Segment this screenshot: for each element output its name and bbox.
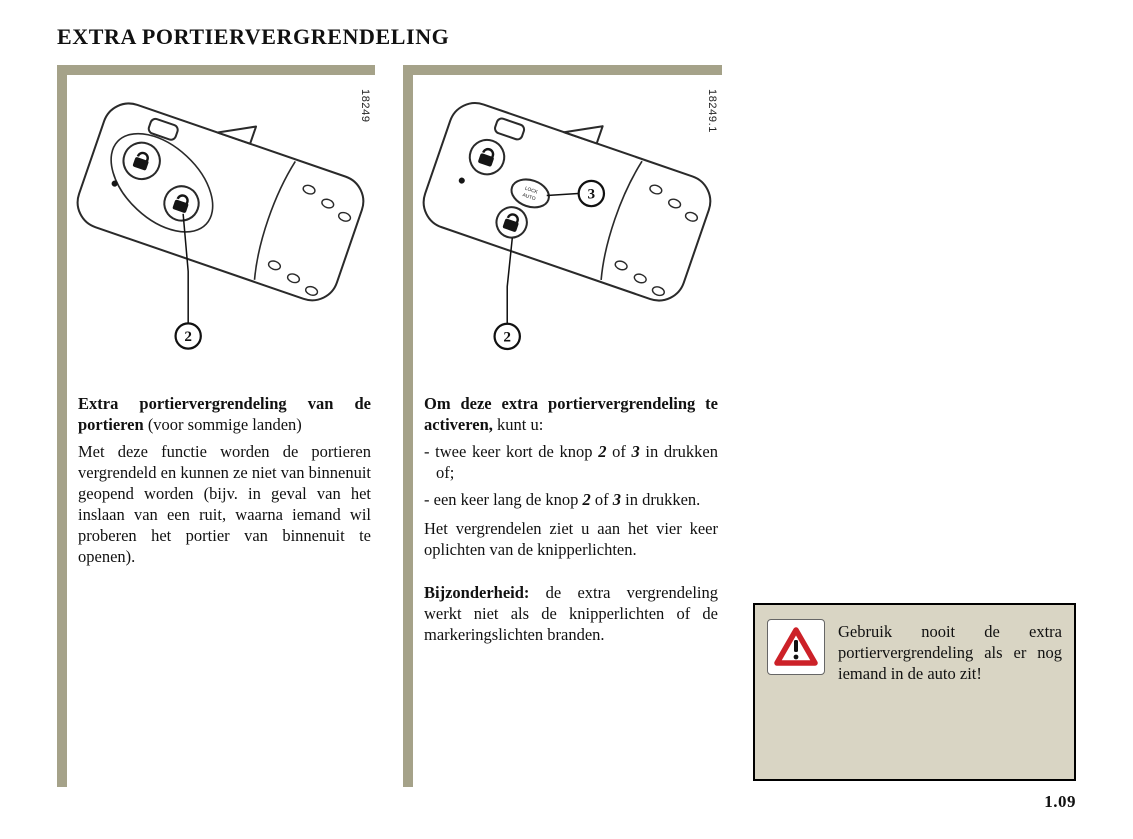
lock-auto-label-top: LOCK — [523, 186, 539, 196]
page-number: 1.09 — [1044, 792, 1076, 811]
column-left — [57, 65, 375, 787]
left-heading: Extra portiervergrendeling van de portieren (voor sommige landen) — [78, 394, 371, 434]
callout-number-2: 2 — [503, 328, 512, 346]
warning-box — [753, 603, 1076, 781]
warning-icon-plate — [767, 619, 825, 675]
figure-reference-number: 18249 — [359, 89, 371, 123]
page-title: EXTRA PORTIERVERGRENDELING — [57, 24, 450, 49]
warning-text: Gebruik nooit de extra portiervergrendeling als er nog iemand in de auto zit! — [838, 622, 1062, 683]
bullet-item: - een keer lang de knop 2 of 3 in drukken. — [424, 490, 701, 509]
column-left-top-rule — [57, 65, 375, 75]
bullet-item: - twee keer kort de knop 2 of 3 in drukken of; — [424, 442, 718, 482]
keycard-body — [71, 79, 375, 307]
figure-keycard-1 — [67, 75, 375, 387]
right-heading: Om deze extra portiervergrendeling te activeren, kunt u: — [424, 394, 718, 434]
column-left-side-rule — [57, 65, 67, 787]
right-note: Bijzonderheid: de extra vergrendeling werkt niet als de knipperlichten of de markeringslichten branden. — [424, 583, 718, 644]
callout-number-2: 2 — [184, 329, 192, 346]
right-column-text — [424, 393, 718, 651]
figure-reference-number: 18249.1 — [706, 89, 718, 133]
figure-keycard-2 — [413, 75, 722, 387]
column-right — [403, 65, 722, 787]
warning-triangle-icon — [774, 627, 818, 667]
keycard-body — [417, 79, 722, 308]
keycard-illustration-1 — [67, 75, 375, 387]
keycard-illustration-2 — [413, 75, 722, 387]
lock-auto-label-bottom: AUTO — [521, 193, 536, 203]
left-column-text — [78, 393, 371, 573]
right-paragraph: Het vergrendelen ziet u aan het vier keer oplichten van de knipperlichten. — [424, 519, 718, 559]
left-body: Met deze functie worden de portieren vergrendeld en kunnen ze niet van binnenuit geopend worden (bijv. in geval van het inslaan van een ruit, waarna iemand wil proberen het portier van binnenuit te openen). — [78, 442, 371, 566]
callout-number-3: 3 — [587, 185, 596, 203]
column-right-top-rule — [403, 65, 722, 75]
column-right-side-rule — [403, 65, 413, 787]
